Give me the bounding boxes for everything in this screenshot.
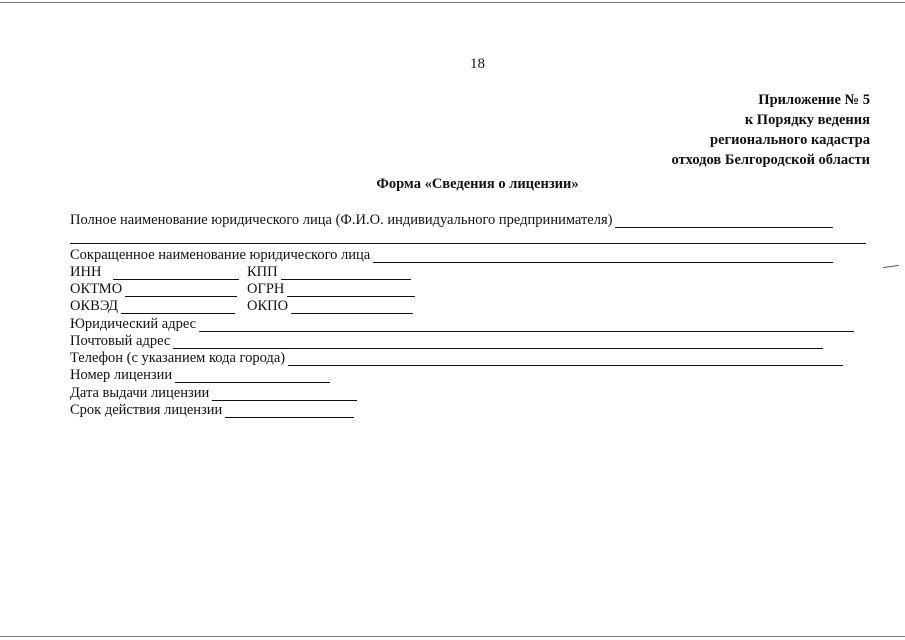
- appendix-line-3: регионального кадастра: [710, 132, 870, 148]
- full-name-field: [70, 212, 833, 228]
- form-title: Форма «Сведения о лицензии»: [376, 176, 579, 192]
- issue-date-field: [70, 385, 357, 401]
- appendix-line-2: к Порядку ведения: [744, 112, 870, 128]
- okpo-label: ОКПО: [247, 298, 289, 314]
- short-name-label: Сокращенное наименование юридического лица: [70, 247, 371, 263]
- postal-address-label: Почтовый адрес: [70, 333, 171, 349]
- legal-address-label: Юридический адрес: [70, 316, 197, 332]
- short-name-input-line[interactable]: [373, 250, 833, 263]
- issue-date-input-line[interactable]: [212, 388, 357, 401]
- license-number-field: [70, 367, 330, 383]
- oktmo-input-line[interactable]: [125, 284, 237, 297]
- appendix-header: [671, 90, 870, 170]
- postal-address-field: [70, 333, 823, 349]
- ogrn-field: [247, 281, 415, 297]
- validity-label: Срок действия лицензии: [70, 402, 223, 418]
- okpo-input-line[interactable]: [291, 301, 413, 314]
- ogrn-label: ОГРН: [247, 281, 285, 297]
- validity-field: [70, 402, 354, 418]
- inn-input-line[interactable]: [113, 267, 239, 280]
- okpo-field: [247, 298, 413, 314]
- phone-field: [70, 350, 843, 366]
- full-name-continuation-line[interactable]: [70, 243, 866, 244]
- appendix-line-4: отходов Белгородской области: [671, 152, 870, 168]
- scan-edge-top: [0, 2, 905, 3]
- validity-input-line[interactable]: [225, 405, 354, 418]
- scan-edge-bottom: [0, 636, 905, 637]
- oktmo-field: [70, 281, 237, 297]
- full-name-label: Полное наименование юридического лица (Ф.И.О. индивидуального предпринимателя): [70, 212, 613, 228]
- phone-label: Телефон (с указанием кода города): [70, 350, 286, 366]
- legal-address-input-line[interactable]: [199, 319, 854, 332]
- kpp-field: [247, 264, 411, 280]
- short-name-field: [70, 247, 833, 263]
- inn-label: ИНН: [70, 264, 102, 280]
- page-number: 18: [470, 56, 485, 72]
- license-number-input-line[interactable]: [175, 370, 330, 383]
- oktmo-label: ОКТМО: [70, 281, 123, 297]
- kpp-label: КПП: [247, 264, 278, 280]
- inn-field: [70, 264, 239, 280]
- kpp-input-line[interactable]: [281, 267, 411, 280]
- okved-label: ОКВЭД: [70, 298, 119, 314]
- appendix-line-1: Приложение № 5: [758, 92, 870, 108]
- postal-address-input-line[interactable]: [173, 336, 823, 349]
- full-name-input-line[interactable]: [615, 215, 833, 228]
- okved-field: [70, 298, 235, 314]
- phone-input-line[interactable]: [288, 353, 843, 366]
- issue-date-label: Дата выдачи лицензии: [70, 385, 210, 401]
- ogrn-input-line[interactable]: [287, 284, 415, 297]
- license-number-label: Номер лицензии: [70, 367, 173, 383]
- scan-mark: [883, 265, 899, 268]
- okved-input-line[interactable]: [121, 301, 235, 314]
- legal-address-field: [70, 316, 854, 332]
